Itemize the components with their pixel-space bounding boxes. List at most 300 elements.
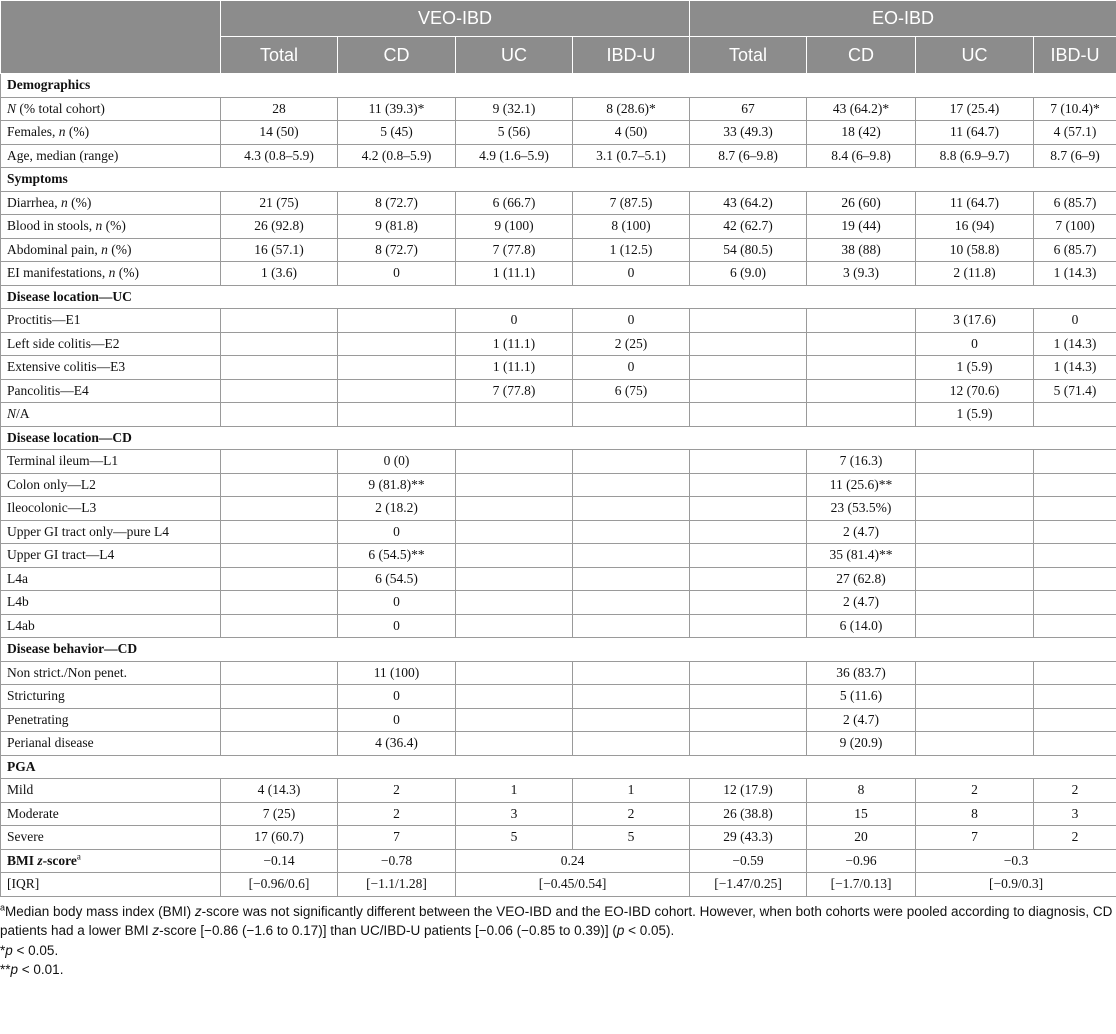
- table-cell: [690, 567, 807, 591]
- table-row: [1, 262, 1116, 286]
- table-cell: [690, 403, 807, 427]
- table-cell: 8 (28.6)*: [573, 97, 690, 121]
- table-cell: [221, 614, 338, 638]
- table-cell: 11 (25.6)**: [807, 473, 916, 497]
- section-label: Symptoms: [1, 168, 1116, 192]
- table-cell: 8 (72.7): [338, 238, 456, 262]
- table-cell: [456, 661, 573, 685]
- table-cell: [221, 403, 338, 427]
- row-label: N (% total cohort): [1, 97, 221, 121]
- table-cell: [690, 309, 807, 333]
- table-cell: [456, 473, 573, 497]
- table-cell: [690, 732, 807, 756]
- row-label: Terminal ileum—L1: [1, 450, 221, 474]
- table-cell: 0: [338, 614, 456, 638]
- table-cell: 9 (81.8): [338, 215, 456, 239]
- table-cell: [221, 591, 338, 615]
- table-cell: 0: [338, 591, 456, 615]
- table-cell: 11 (100): [338, 661, 456, 685]
- row-label: Left side colitis—E2: [1, 332, 221, 356]
- iqr-row: [1, 873, 1116, 897]
- table-cell: [690, 356, 807, 380]
- table-row: [1, 191, 1116, 215]
- table-cell: 16 (57.1): [221, 238, 338, 262]
- row-label: Severe: [1, 826, 221, 850]
- table-row: [1, 661, 1116, 685]
- table-cell: 1 (5.9): [916, 356, 1034, 380]
- table-cell: 1 (11.1): [456, 332, 573, 356]
- table-row: [1, 614, 1116, 638]
- table-cell: 67: [690, 97, 807, 121]
- table-cell: 5 (56): [456, 121, 573, 145]
- header-subcolumn: Total: [221, 37, 338, 74]
- table-cell: [456, 497, 573, 521]
- table-cell: 26 (60): [807, 191, 916, 215]
- table-cell: [916, 685, 1034, 709]
- table-cell: [916, 614, 1034, 638]
- table-cell: [916, 661, 1034, 685]
- table-cell: [916, 520, 1034, 544]
- table-cell: [690, 332, 807, 356]
- table-cell: 0: [573, 309, 690, 333]
- table-cell: [1034, 450, 1116, 474]
- table-cell: 15: [807, 802, 916, 826]
- section-header-row: [1, 755, 1116, 779]
- row-label: N/A: [1, 403, 221, 427]
- table-cell: 6 (9.0): [690, 262, 807, 286]
- table-cell: [221, 356, 338, 380]
- table-row: [1, 520, 1116, 544]
- table-cell: [456, 403, 573, 427]
- table-cell: 18 (42): [807, 121, 916, 145]
- row-label: Stricturing: [1, 685, 221, 709]
- table-cell: 3 (17.6): [916, 309, 1034, 333]
- table-cell: 14 (50): [221, 121, 338, 145]
- table-cell: [573, 661, 690, 685]
- bmi-value: −0.96: [807, 849, 916, 873]
- bmi-value: 0.24: [456, 849, 690, 873]
- table-footnotes: [0, 897, 1116, 980]
- section-label: PGA: [1, 755, 1116, 779]
- table-cell: 7 (100): [1034, 215, 1116, 239]
- table-cell: 2: [1034, 826, 1116, 850]
- table-cell: 7 (87.5): [573, 191, 690, 215]
- table-cell: 12 (70.6): [916, 379, 1034, 403]
- table-cell: [690, 379, 807, 403]
- table-cell: 26 (92.8): [221, 215, 338, 239]
- table-cell: 1 (14.3): [1034, 332, 1116, 356]
- table-cell: 6 (85.7): [1034, 191, 1116, 215]
- table-cell: [456, 450, 573, 474]
- table-cell: 4 (57.1): [1034, 121, 1116, 145]
- iqr-label: [IQR]: [1, 873, 221, 897]
- table-cell: [456, 520, 573, 544]
- table-cell: [690, 685, 807, 709]
- table-cell: 6 (75): [573, 379, 690, 403]
- table-cell: 0 (0): [338, 450, 456, 474]
- table-cell: 7 (25): [221, 802, 338, 826]
- iqr-value: [−0.9/0.3]: [916, 873, 1116, 897]
- table-cell: 7 (77.8): [456, 238, 573, 262]
- table-cell: 17 (25.4): [916, 97, 1034, 121]
- table-cell: [916, 591, 1034, 615]
- row-label: Moderate: [1, 802, 221, 826]
- table-cell: 3.1 (0.7–5.1): [573, 144, 690, 168]
- table-cell: 6 (85.7): [1034, 238, 1116, 262]
- table-cell: [1034, 544, 1116, 568]
- table-cell: [221, 544, 338, 568]
- table-cell: [573, 685, 690, 709]
- section-label: Disease location—UC: [1, 285, 1116, 309]
- table-cell: [456, 708, 573, 732]
- table-row: [1, 356, 1116, 380]
- table-cell: 0: [338, 520, 456, 544]
- bmi-value: −0.14: [221, 849, 338, 873]
- table-cell: 7 (77.8): [456, 379, 573, 403]
- table-cell: [1034, 685, 1116, 709]
- row-label: Blood in stools, n (%): [1, 215, 221, 239]
- table-cell: [916, 450, 1034, 474]
- table-cell: 5 (11.6): [807, 685, 916, 709]
- table-row: [1, 497, 1116, 521]
- header-group-veo-ibd: VEO-IBD: [221, 1, 690, 37]
- table-cell: [573, 520, 690, 544]
- section-header-row: [1, 426, 1116, 450]
- table-cell: [221, 497, 338, 521]
- table-cell: 5: [456, 826, 573, 850]
- table-cell: [690, 591, 807, 615]
- table-cell: 0: [456, 309, 573, 333]
- table-cell: 4.9 (1.6–5.9): [456, 144, 573, 168]
- header-subcolumn: CD: [807, 37, 916, 74]
- table-cell: [221, 732, 338, 756]
- table-cell: 8 (72.7): [338, 191, 456, 215]
- table-cell: [221, 520, 338, 544]
- table-cell: 2 (4.7): [807, 520, 916, 544]
- table-cell: 8 (100): [573, 215, 690, 239]
- row-label: Ileocolonic—L3: [1, 497, 221, 521]
- footnote-bmi: $^a$Median body mass index (BMI) z-score was not significantly different between the VEO-IBD and the EO-IBD cohort. However, when both cohorts were pooled according to diagnosis, CD patients had a lower BMI z-score [−0.86 (−1.6 to 0.17)] than UC/IBD-U patients [−0.06 (−0.85 to 0.39)] (p < 0.05).: [0, 902, 1113, 938]
- table-cell: [690, 473, 807, 497]
- table-cell: 16 (94): [916, 215, 1034, 239]
- table-cell: 0: [573, 262, 690, 286]
- table-cell: 6 (14.0): [807, 614, 916, 638]
- row-label: Mild: [1, 779, 221, 803]
- table-cell: 1 (3.6): [221, 262, 338, 286]
- table-cell: 3: [1034, 802, 1116, 826]
- row-label: Diarrhea, n (%): [1, 191, 221, 215]
- row-label: Females, n (%): [1, 121, 221, 145]
- table-cell: 11 (39.3)*: [338, 97, 456, 121]
- section-header-row: [1, 285, 1116, 309]
- table-cell: [573, 591, 690, 615]
- table-cell: [1034, 473, 1116, 497]
- row-label: Perianal disease: [1, 732, 221, 756]
- table-cell: [1034, 661, 1116, 685]
- table-cell: [690, 708, 807, 732]
- table-cell: [338, 403, 456, 427]
- table-row: [1, 144, 1116, 168]
- table-cell: 10 (58.8): [916, 238, 1034, 262]
- table-cell: [1034, 403, 1116, 427]
- table-cell: [456, 685, 573, 709]
- table-cell: [221, 473, 338, 497]
- table-row: [1, 567, 1116, 591]
- row-label: Colon only—L2: [1, 473, 221, 497]
- table-cell: 33 (49.3): [690, 121, 807, 145]
- table-cell: [573, 403, 690, 427]
- header-subcolumn: IBD-U: [573, 37, 690, 74]
- bmi-value: −0.59: [690, 849, 807, 873]
- table-row: [1, 544, 1116, 568]
- table-cell: 7 (16.3): [807, 450, 916, 474]
- bmi-row: [1, 849, 1116, 873]
- table-cell: [221, 708, 338, 732]
- table-cell: 6 (54.5): [338, 567, 456, 591]
- table-cell: 9 (81.8)**: [338, 473, 456, 497]
- header-subcolumn: Total: [690, 37, 807, 74]
- table-cell: 6 (66.7): [456, 191, 573, 215]
- table-cell: 1 (11.1): [456, 262, 573, 286]
- iqr-value: [−1.1/1.28]: [338, 873, 456, 897]
- table-cell: [916, 497, 1034, 521]
- table-cell: 5: [573, 826, 690, 850]
- table-cell: 2 (4.7): [807, 708, 916, 732]
- table-cell: 27 (62.8): [807, 567, 916, 591]
- row-label: Proctitis—E1: [1, 309, 221, 333]
- table-cell: [338, 379, 456, 403]
- header-subcolumn: UC: [916, 37, 1034, 74]
- table-cell: 6 (54.5)**: [338, 544, 456, 568]
- table-cell: [1034, 708, 1116, 732]
- row-label: Penetrating: [1, 708, 221, 732]
- table-cell: 1 (12.5): [573, 238, 690, 262]
- table-cell: [221, 450, 338, 474]
- table-cell: [338, 332, 456, 356]
- table-cell: [1034, 591, 1116, 615]
- table-cell: [338, 356, 456, 380]
- table-cell: [1034, 614, 1116, 638]
- table-cell: 36 (83.7): [807, 661, 916, 685]
- table-cell: [1034, 567, 1116, 591]
- table-cell: [690, 497, 807, 521]
- row-label: Upper GI tract only—pure L4: [1, 520, 221, 544]
- table-cell: 1 (14.3): [1034, 356, 1116, 380]
- table-cell: 3: [456, 802, 573, 826]
- section-header-row: [1, 638, 1116, 662]
- table-cell: 2: [573, 802, 690, 826]
- table-row: [1, 685, 1116, 709]
- table-cell: 7 (10.4)*: [1034, 97, 1116, 121]
- table-cell: [916, 567, 1034, 591]
- bmi-value: −0.78: [338, 849, 456, 873]
- table-cell: 4 (14.3): [221, 779, 338, 803]
- header-subcolumn: UC: [456, 37, 573, 74]
- table-row: [1, 121, 1116, 145]
- table-cell: 1: [456, 779, 573, 803]
- table-cell: [573, 497, 690, 521]
- iqr-value: [−1.47/0.25]: [690, 873, 807, 897]
- iqr-value: [−0.96/0.6]: [221, 873, 338, 897]
- table-cell: 12 (17.9): [690, 779, 807, 803]
- table-cell: 8: [807, 779, 916, 803]
- table-cell: [573, 544, 690, 568]
- table-row: [1, 238, 1116, 262]
- table-cell: 2: [916, 779, 1034, 803]
- table-cell: [573, 567, 690, 591]
- row-label: L4b: [1, 591, 221, 615]
- table-cell: 28: [221, 97, 338, 121]
- table-cell: 26 (38.8): [690, 802, 807, 826]
- row-label: L4a: [1, 567, 221, 591]
- table-cell: [916, 732, 1034, 756]
- row-label: Extensive colitis—E3: [1, 356, 221, 380]
- table-cell: [807, 332, 916, 356]
- table-row: [1, 826, 1116, 850]
- table-row: [1, 215, 1116, 239]
- table-cell: 21 (75): [221, 191, 338, 215]
- table-cell: 8.8 (6.9–9.7): [916, 144, 1034, 168]
- table-cell: [690, 544, 807, 568]
- header-corner: [1, 1, 221, 74]
- table-row: [1, 379, 1116, 403]
- table-cell: 29 (43.3): [690, 826, 807, 850]
- row-label: Non strict./Non penet.: [1, 661, 221, 685]
- row-label: L4ab: [1, 614, 221, 638]
- header-group-row: [1, 1, 1116, 37]
- table-cell: 4 (50): [573, 121, 690, 145]
- table-cell: [221, 685, 338, 709]
- table-cell: [1034, 732, 1116, 756]
- table-cell: [573, 732, 690, 756]
- section-header-row: [1, 74, 1116, 98]
- table-cell: [221, 567, 338, 591]
- table-cell: [690, 614, 807, 638]
- bmi-label: BMI z-score$^a$: [1, 849, 221, 873]
- table-cell: [456, 567, 573, 591]
- table-cell: 1 (11.1): [456, 356, 573, 380]
- table-cell: [1034, 520, 1116, 544]
- table-cell: 8.7 (6–9): [1034, 144, 1116, 168]
- table-cell: 17 (60.7): [221, 826, 338, 850]
- table-row: [1, 332, 1116, 356]
- table-cell: 1: [573, 779, 690, 803]
- table-cell: [573, 450, 690, 474]
- section-label: Disease location—CD: [1, 426, 1116, 450]
- table-cell: 2: [1034, 779, 1116, 803]
- row-label: EI manifestations, n (%): [1, 262, 221, 286]
- table-cell: 3 (9.3): [807, 262, 916, 286]
- table-cell: 8: [916, 802, 1034, 826]
- table-cell: 0: [338, 708, 456, 732]
- header-subcolumn: CD: [338, 37, 456, 74]
- table-cell: 11 (64.7): [916, 121, 1034, 145]
- table-cell: [573, 614, 690, 638]
- table-cell: [807, 356, 916, 380]
- table-cell: 4.3 (0.8–5.9): [221, 144, 338, 168]
- table-cell: 8.4 (6–9.8): [807, 144, 916, 168]
- table-cell: [1034, 497, 1116, 521]
- table-row: [1, 309, 1116, 333]
- table-cell: 2 (11.8): [916, 262, 1034, 286]
- table-cell: [916, 708, 1034, 732]
- table-cell: [573, 473, 690, 497]
- table-row: [1, 708, 1116, 732]
- table-cell: 9 (100): [456, 215, 573, 239]
- table-cell: [690, 450, 807, 474]
- table-cell: 1 (5.9): [916, 403, 1034, 427]
- table-row: [1, 97, 1116, 121]
- table-cell: 5 (45): [338, 121, 456, 145]
- table-cell: [221, 379, 338, 403]
- table-cell: 2 (4.7): [807, 591, 916, 615]
- table-cell: 0: [573, 356, 690, 380]
- table-cell: 2 (18.2): [338, 497, 456, 521]
- row-label: Upper GI tract—L4: [1, 544, 221, 568]
- table-cell: [690, 520, 807, 544]
- section-label: Demographics: [1, 74, 1116, 98]
- table-cell: 43 (64.2)*: [807, 97, 916, 121]
- iqr-value: [−1.7/0.13]: [807, 873, 916, 897]
- table-cell: 2: [338, 779, 456, 803]
- table-cell: 0: [916, 332, 1034, 356]
- table-cell: 2 (25): [573, 332, 690, 356]
- row-label: Age, median (range): [1, 144, 221, 168]
- table-cell: 35 (81.4)**: [807, 544, 916, 568]
- table-row: [1, 732, 1116, 756]
- footnote-p-001: **p < 0.01.: [0, 962, 64, 977]
- table-cell: [221, 661, 338, 685]
- table-cell: [916, 544, 1034, 568]
- table-cell: 0: [1034, 309, 1116, 333]
- table-cell: 9 (32.1): [456, 97, 573, 121]
- table-cell: [573, 708, 690, 732]
- table-cell: [456, 544, 573, 568]
- table-cell: 5 (71.4): [1034, 379, 1116, 403]
- table-cell: 11 (64.7): [916, 191, 1034, 215]
- table-row: [1, 802, 1116, 826]
- table-cell: [690, 661, 807, 685]
- table-cell: 20: [807, 826, 916, 850]
- table-row: [1, 403, 1116, 427]
- table-cell: [916, 473, 1034, 497]
- table-cell: [221, 309, 338, 333]
- table-cell: 7: [338, 826, 456, 850]
- header-group-eo-ibd: EO-IBD: [690, 1, 1116, 37]
- row-label: Abdominal pain, n (%): [1, 238, 221, 262]
- table-cell: 1 (14.3): [1034, 262, 1116, 286]
- iqr-value: [−0.45/0.54]: [456, 873, 690, 897]
- table-cell: [456, 614, 573, 638]
- table-cell: 4 (36.4): [338, 732, 456, 756]
- footnote-p-005: *p < 0.05.: [0, 942, 59, 958]
- table-cell: 43 (64.2): [690, 191, 807, 215]
- table-row: [1, 450, 1116, 474]
- table-cell: [807, 309, 916, 333]
- table-cell: 0: [338, 262, 456, 286]
- table-cell: 7: [916, 826, 1034, 850]
- table-cell: 9 (20.9): [807, 732, 916, 756]
- table-cell: 19 (44): [807, 215, 916, 239]
- header-subcolumn: IBD-U: [1034, 37, 1116, 74]
- bmi-value: −0.3: [916, 849, 1116, 873]
- table-row: [1, 591, 1116, 615]
- table-cell: [807, 403, 916, 427]
- table-cell: 2: [338, 802, 456, 826]
- table-cell: 54 (80.5): [690, 238, 807, 262]
- table-cell: 0: [338, 685, 456, 709]
- table-cell: 38 (88): [807, 238, 916, 262]
